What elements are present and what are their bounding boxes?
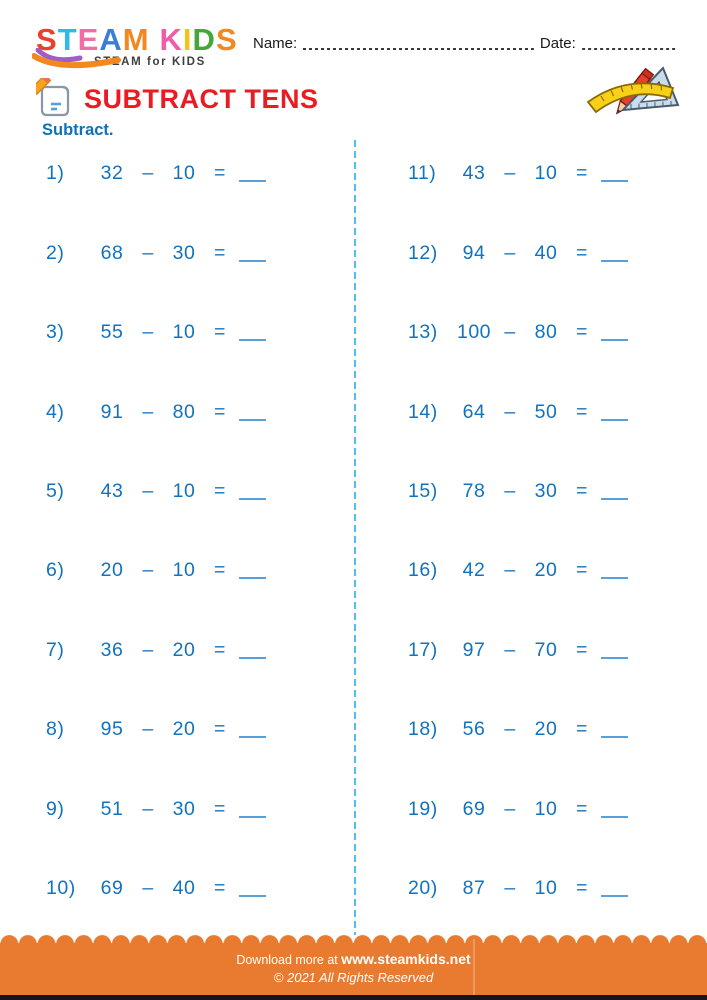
problem-number: 7) [46, 638, 65, 661]
minuend: 64 [462, 400, 486, 423]
subtrahend: 80 [172, 400, 196, 423]
equals-sign: = [214, 797, 226, 820]
minuend: 78 [462, 479, 486, 502]
subtrahend: 10 [172, 162, 196, 185]
minus-sign: – [142, 400, 154, 423]
name-label: Name: [253, 35, 298, 52]
subtrahend: 20 [172, 638, 196, 661]
minus-sign: – [504, 877, 516, 900]
logo-letter: T [57, 22, 78, 57]
subtrahend: 70 [534, 638, 558, 661]
equals-sign: = [576, 162, 588, 185]
equals-sign: = [576, 321, 588, 344]
answer-blank[interactable] [601, 721, 628, 738]
minus-sign: – [142, 241, 154, 264]
minus-sign: – [504, 241, 516, 264]
problem-row [408, 452, 628, 531]
minuend: 69 [462, 797, 486, 820]
problem-row [46, 293, 266, 372]
subtrahend: 80 [534, 321, 558, 344]
answer-blank[interactable] [239, 801, 266, 818]
problem-row [408, 531, 628, 610]
minus-sign: – [504, 321, 516, 344]
equals-sign: = [214, 400, 226, 423]
problem-number: 3) [46, 321, 65, 344]
answer-blank[interactable] [239, 404, 266, 421]
logo-tagline: STEAM for KIDS [94, 56, 206, 68]
problem-number: 10) [46, 877, 76, 900]
problem-number: 14) [408, 400, 438, 423]
problem-number: 4) [46, 400, 65, 423]
footer-download-line [0, 943, 707, 967]
answer-blank[interactable] [239, 642, 266, 659]
problem-number: 20) [408, 877, 438, 900]
problem-row [46, 531, 266, 610]
problem-row [408, 293, 628, 372]
logo-letter: A [99, 22, 123, 57]
minuend: 56 [462, 718, 486, 741]
minus-sign: – [504, 479, 516, 502]
subtrahend: 10 [534, 162, 558, 185]
minus-sign: – [142, 559, 154, 582]
minuend: 69 [100, 877, 124, 900]
answer-blank[interactable] [601, 801, 628, 818]
footer-copyright: © 2021 All Rights Reserved [273, 970, 434, 985]
answer-blank[interactable] [601, 483, 628, 500]
equals-sign: = [214, 559, 226, 582]
footer-seam [473, 939, 475, 995]
answer-blank[interactable] [239, 562, 266, 579]
equals-sign: = [214, 241, 226, 264]
minuend: 42 [462, 559, 486, 582]
minus-sign: – [504, 797, 516, 820]
problem-number: 19) [408, 797, 438, 820]
minus-sign: – [504, 162, 516, 185]
problem-number: 1) [46, 162, 65, 185]
subtrahend: 10 [172, 559, 196, 582]
problem-row [46, 452, 266, 531]
problem-number: 8) [46, 718, 65, 741]
problem-row [408, 372, 628, 451]
problem-number: 16) [408, 559, 438, 582]
logo-letter: D [192, 22, 216, 57]
answer-blank[interactable] [239, 880, 266, 897]
subtrahend: 10 [172, 479, 196, 502]
problem-row [46, 849, 266, 928]
steam-kids-logo [36, 24, 238, 68]
problem-number: 11) [408, 162, 437, 185]
equals-sign: = [576, 479, 588, 502]
problem-row [46, 690, 266, 769]
logo-letter: I [182, 22, 193, 57]
minus-sign: – [504, 718, 516, 741]
equals-sign: = [214, 718, 226, 741]
footer-download-prefix: Download more at [236, 953, 342, 967]
subtrahend: 10 [534, 877, 558, 900]
equals-sign: = [576, 559, 588, 582]
problem-row [46, 213, 266, 292]
minuend: 95 [100, 718, 124, 741]
problem-row [408, 849, 628, 928]
page-title: SUBTRACT TENS [84, 83, 319, 114]
subtrahend: 50 [534, 400, 558, 423]
problem-row [46, 372, 266, 451]
problem-number: 12) [408, 241, 438, 264]
minuend: 94 [462, 241, 486, 264]
problem-row [408, 770, 628, 849]
problem-number: 9) [46, 797, 65, 820]
equals-sign: = [214, 638, 226, 661]
subtrahend: 20 [172, 718, 196, 741]
answer-blank[interactable] [601, 880, 628, 897]
equals-sign: = [576, 241, 588, 264]
problem-number: 5) [46, 479, 65, 502]
subtrahend: 20 [534, 718, 558, 741]
subtrahend: 30 [534, 479, 558, 502]
answer-blank[interactable] [601, 324, 628, 341]
answer-blank[interactable] [239, 483, 266, 500]
problem-row [408, 213, 628, 292]
problems-column-right [408, 134, 628, 928]
answer-blank[interactable] [239, 721, 266, 738]
equals-sign: = [576, 877, 588, 900]
minuend: 20 [100, 559, 124, 582]
equals-sign: = [214, 321, 226, 344]
geometry-tools-icon [585, 56, 685, 120]
problem-number: 18) [408, 718, 438, 741]
footer-banner [0, 943, 707, 995]
minus-sign: – [142, 479, 154, 502]
minus-sign: – [142, 162, 154, 185]
column-divider [354, 140, 356, 935]
subtrahend: 40 [534, 241, 558, 264]
logo-letter: S [36, 22, 58, 57]
minus-sign: – [142, 877, 154, 900]
problem-number: 17) [408, 638, 438, 661]
equals-sign: = [214, 479, 226, 502]
logo-letter: E [77, 22, 100, 57]
minuend: 87 [462, 877, 486, 900]
problem-row [408, 134, 628, 213]
logo-swoosh-icon [32, 48, 124, 70]
minuend: 97 [462, 638, 486, 661]
answer-blank[interactable] [601, 642, 628, 659]
subtrahend: 10 [172, 321, 196, 344]
problem-number: 15) [408, 479, 438, 502]
minuend: 55 [100, 321, 124, 344]
footer-scallop-edge [0, 932, 707, 944]
minus-sign: – [142, 321, 154, 344]
date-input-line[interactable] [582, 48, 677, 50]
problem-row [408, 611, 628, 690]
minuend: 32 [100, 162, 124, 185]
page-bottom-strip [0, 995, 707, 1000]
minus-sign: – [504, 559, 516, 582]
equals-sign: = [576, 797, 588, 820]
answer-blank[interactable] [601, 245, 628, 262]
subtrahend: 20 [534, 559, 558, 582]
problem-row [46, 770, 266, 849]
minuend: 43 [100, 479, 124, 502]
minuend: 100 [456, 321, 492, 344]
answer-blank[interactable] [239, 165, 266, 182]
equals-sign: = [214, 162, 226, 185]
minuend: 68 [100, 241, 124, 264]
logo-letter: K [159, 22, 183, 57]
problem-row [408, 690, 628, 769]
equals-sign: = [214, 877, 226, 900]
equals-sign: = [576, 638, 588, 661]
problems-column-left [46, 134, 266, 928]
equals-sign: = [576, 718, 588, 741]
subtrahend: 10 [534, 797, 558, 820]
date-label: Date: [539, 35, 576, 52]
minuend: 91 [100, 400, 124, 423]
minus-sign: – [504, 638, 516, 661]
footer-site-link[interactable]: www.steamkids.net [341, 951, 471, 967]
problem-number: 2) [46, 241, 65, 264]
problem-row [46, 611, 266, 690]
minuend: 43 [462, 162, 486, 185]
answer-blank[interactable] [239, 324, 266, 341]
subtrahend: 30 [172, 797, 196, 820]
answer-blank[interactable] [601, 165, 628, 182]
minus-sign: – [142, 797, 154, 820]
minuend: 36 [100, 638, 124, 661]
answer-blank[interactable] [601, 404, 628, 421]
answer-blank[interactable] [239, 245, 266, 262]
problem-row [46, 134, 266, 213]
minus-sign: – [142, 638, 154, 661]
instruction-label: Subtract. [42, 121, 114, 139]
minus-sign: – [142, 718, 154, 741]
title-row [36, 78, 319, 120]
name-date-row [253, 36, 677, 52]
problem-number: 13) [408, 321, 438, 344]
name-input-line[interactable] [303, 48, 534, 50]
subtrahend: 30 [172, 241, 196, 264]
equals-sign: = [576, 400, 588, 423]
answer-blank[interactable] [601, 562, 628, 579]
logo-letter: M [122, 22, 150, 57]
problem-number: 6) [46, 559, 65, 582]
subtrahend: 40 [172, 877, 196, 900]
minuend: 51 [100, 797, 124, 820]
logo-letter: S [215, 22, 238, 57]
pencil-scroll-icon [36, 78, 76, 120]
minus-sign: – [504, 400, 516, 423]
